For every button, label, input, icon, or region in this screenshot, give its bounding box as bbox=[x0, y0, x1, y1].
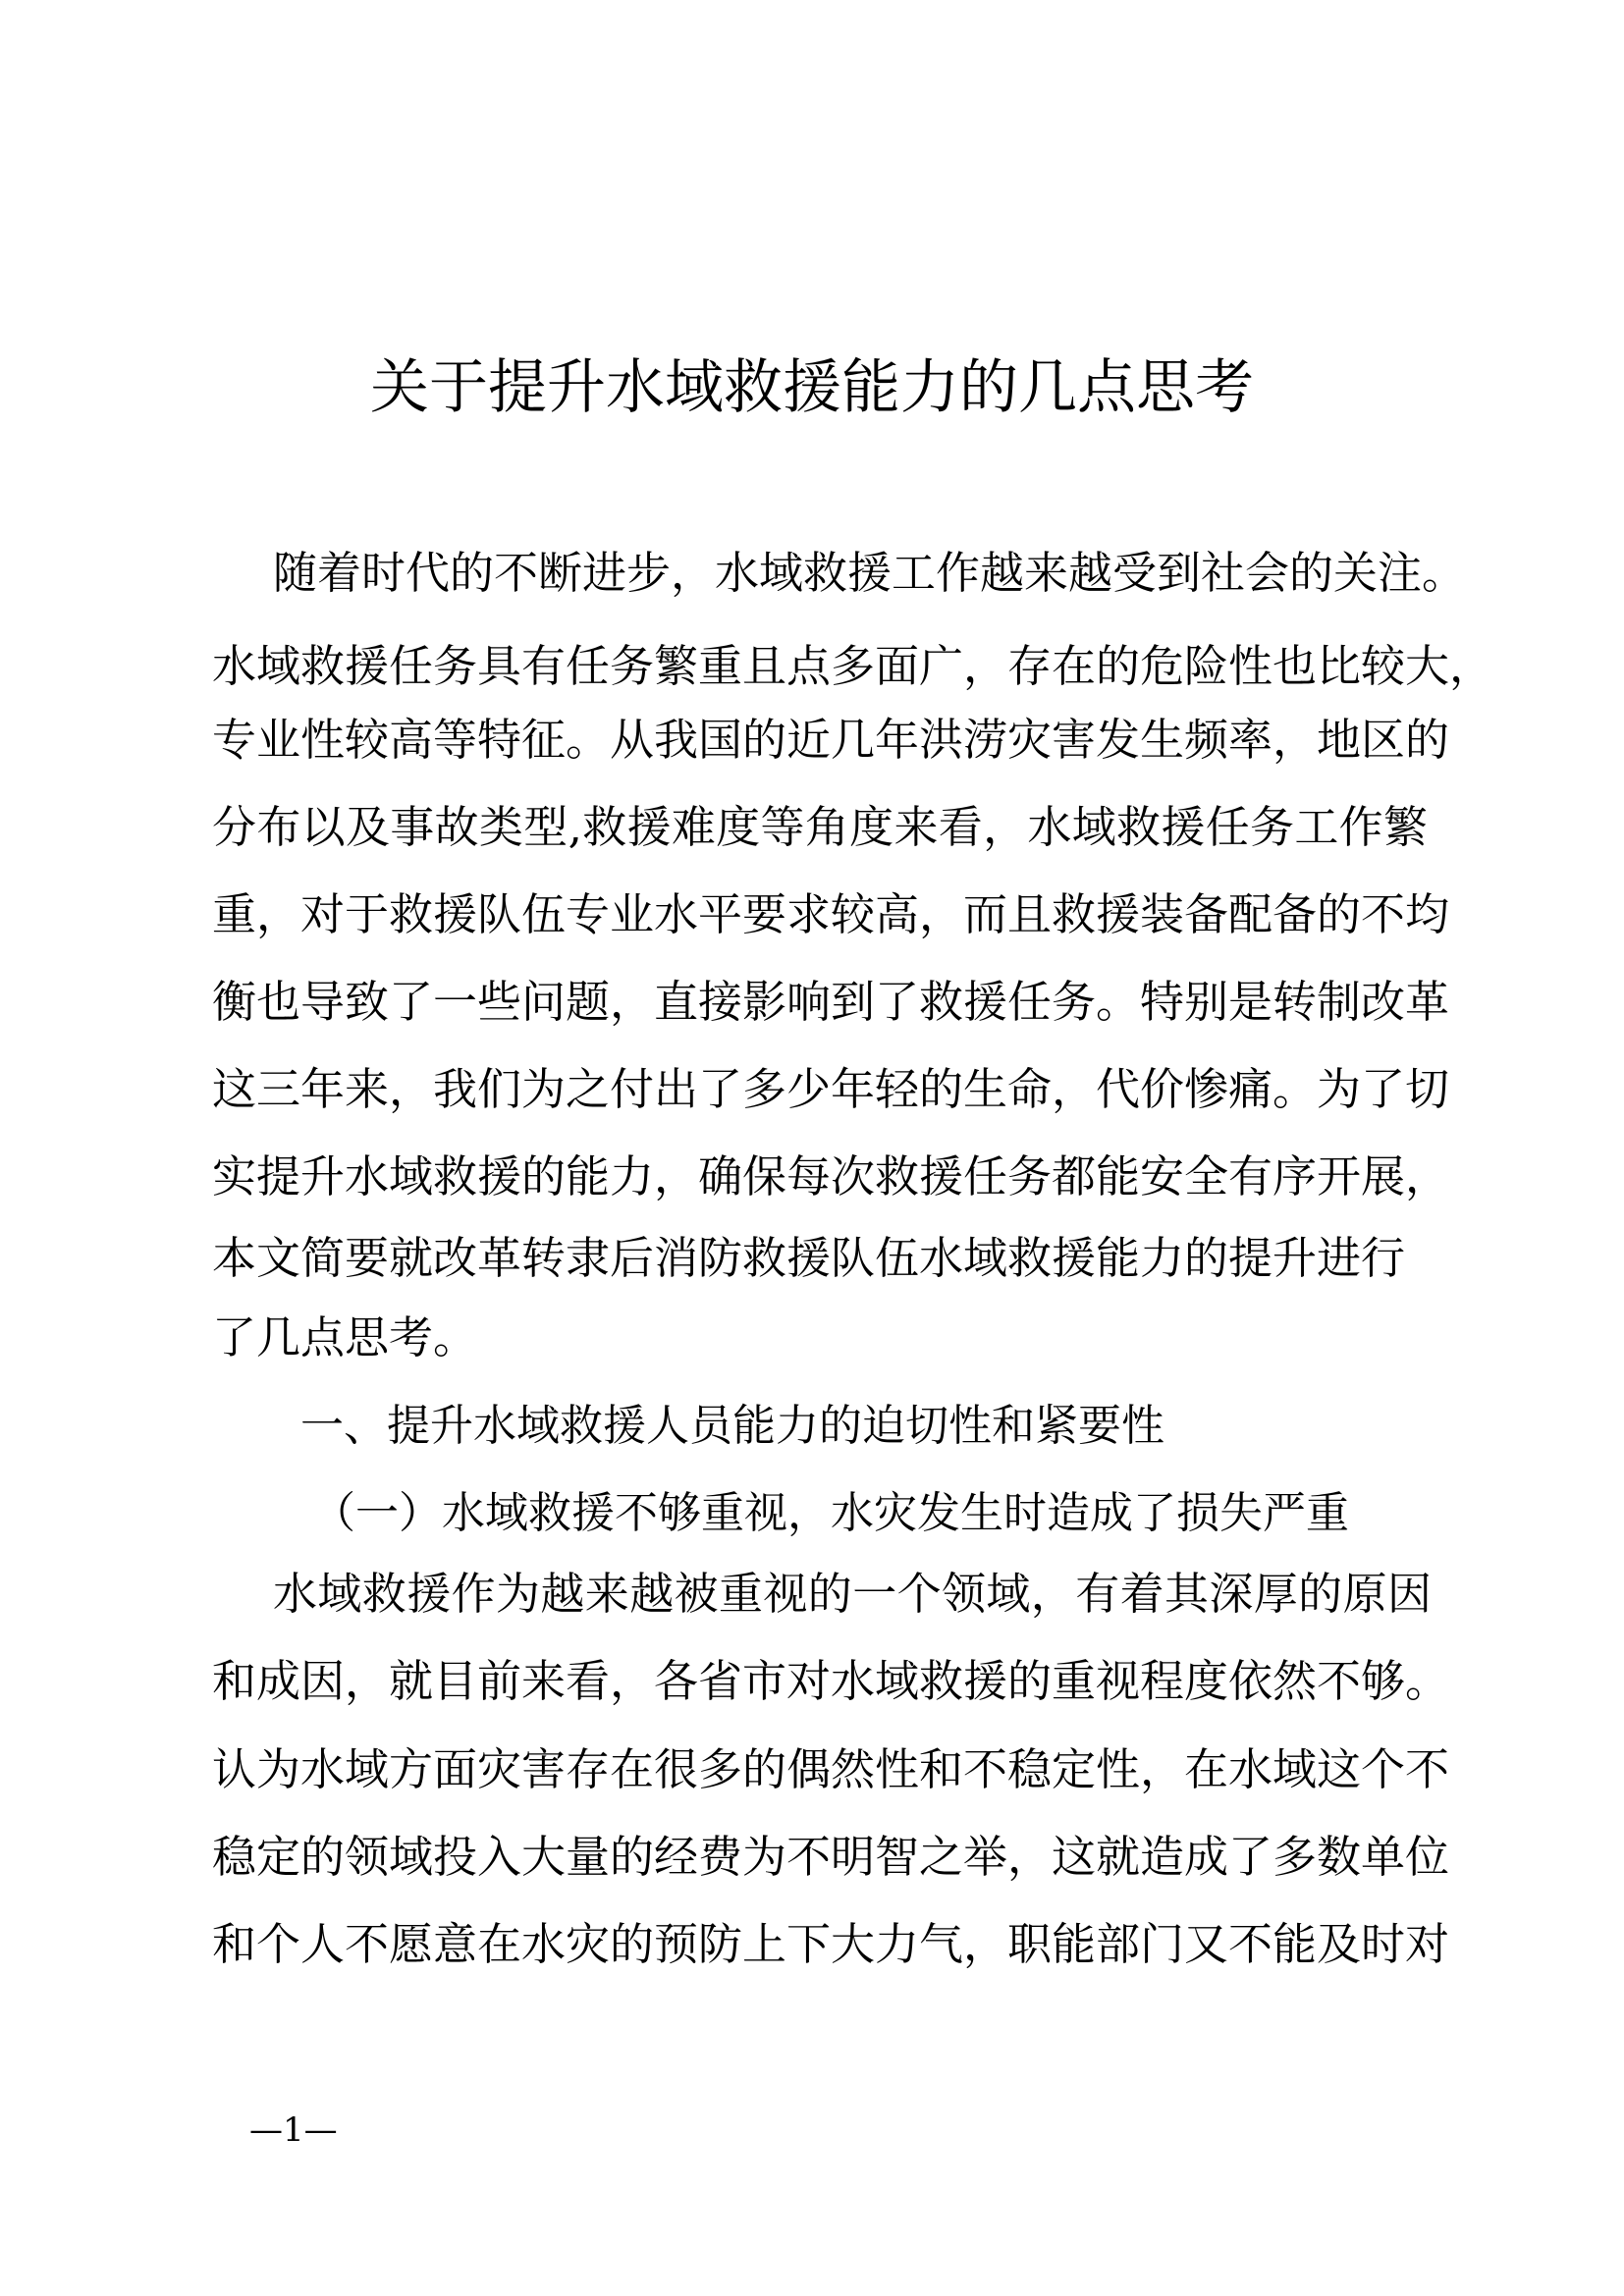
paragraph-line: 随着时代的不断进步，水域救援工作越来越受到社会的关注。 bbox=[273, 547, 1467, 599]
section-heading: 一、提升水域救援人员能力的迫切性和紧要性 bbox=[300, 1401, 1164, 1451]
document-title: 关于提升水域救援能力的几点思考 bbox=[370, 353, 1254, 422]
paragraph-line: 实提升水域救援的能力，确保每次救援任务都能安全有序开展， bbox=[212, 1150, 1450, 1202]
paragraph-line: 水域救援作为越来越被重视的一个领域，有着其深厚的原因 bbox=[273, 1568, 1432, 1620]
paragraph-line: 稳定的领域投入大量的经费为不明智之举，这就造成了多数单位 bbox=[212, 1831, 1450, 1883]
paragraph-line: 和个人不愿意在水灾的预防上下大力气，职能部门又不能及时对 bbox=[212, 1918, 1450, 1970]
page-number: —1— bbox=[249, 2110, 338, 2150]
paragraph-line: 分布以及事故类型,救援难度等角度来看，水域救援任务工作繁 bbox=[212, 801, 1428, 853]
paragraph-line: 专业性较高等特征。从我国的近几年洪涝灾害发生频率，地区的 bbox=[212, 714, 1450, 766]
paragraph-line: 和成因，就目前来看，各省市对水域救援的重视程度依然不够。 bbox=[212, 1655, 1450, 1707]
paragraph-line: 衡也导致了一些问题，直接影响到了救援任务。特别是转制改革 bbox=[212, 976, 1450, 1028]
paragraph-line: 本文简要就改革转隶后消防救援队伍水域救援能力的提升进行 bbox=[212, 1232, 1406, 1284]
paragraph-line: 了几点思考。 bbox=[212, 1311, 478, 1363]
paragraph-line: 认为水域方面灾害存在很多的偶然性和不稳定性，在水域这个不 bbox=[212, 1743, 1450, 1795]
paragraph-line: 水域救援任务具有任务繁重且点多面广，存在的危险性也比较大， bbox=[212, 640, 1494, 692]
subsection-heading: （一）水域救援不够重视，水灾发生时造成了损失严重 bbox=[312, 1488, 1349, 1538]
paragraph-line: 重，对于救援队伍专业水平要求较高，而且救援装备配备的不均 bbox=[212, 888, 1450, 940]
paragraph-line: 这三年来，我们为之付出了多少年轻的生命，代价惨痛。为了切 bbox=[212, 1063, 1450, 1115]
